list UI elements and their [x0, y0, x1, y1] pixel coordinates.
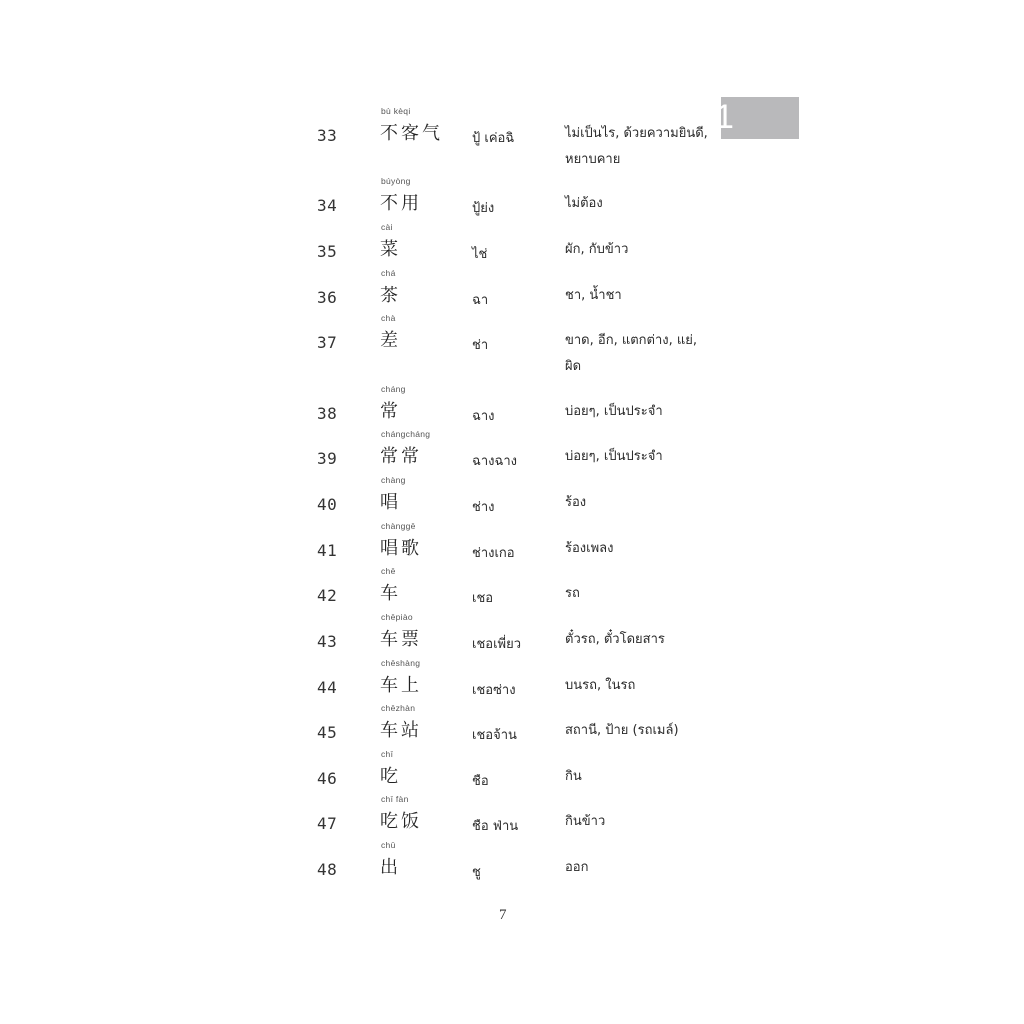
entry-number: 41 [317, 541, 338, 560]
entry-meaning: ผัก, กับข้าว [565, 242, 629, 257]
entry-hanzi: 车上 [380, 675, 422, 696]
entry-pinyin: bù kèqi [381, 106, 411, 116]
entry-hanzi: 不用 [380, 193, 422, 214]
entry-meaning: ขาด, อีก, แตกต่าง, แย่, ผิด [565, 333, 698, 374]
entry-thai-reading: ชู [472, 865, 481, 880]
vocab-entry [0, 794, 1024, 850]
vocab-entry [0, 658, 1024, 714]
entry-hanzi: 茶 [380, 285, 401, 306]
entry-number: 42 [317, 586, 338, 605]
chapter-number: 1 [715, 98, 734, 136]
entry-number: 37 [317, 333, 338, 352]
entry-thai-reading: ชือ [472, 774, 489, 789]
entry-hanzi: 唱 [380, 492, 401, 513]
entry-meaning: บนรถ, ในรถ [565, 678, 636, 693]
entry-pinyin: chē [381, 566, 396, 576]
vocab-entry [0, 612, 1024, 668]
entry-meaning: ร้องเพลง [565, 541, 614, 556]
entry-number: 34 [317, 196, 338, 215]
entry-number: 43 [317, 632, 338, 651]
entry-number: 33 [317, 126, 338, 145]
vocab-entry [0, 840, 1024, 896]
entry-thai-reading: ช่างเกอ [472, 546, 515, 561]
entry-thai-reading: ฉา [472, 293, 489, 308]
entry-hanzi: 吃饭 [380, 811, 422, 832]
vocab-entry [0, 268, 1024, 324]
entry-pinyin: chēshàng [381, 658, 421, 668]
entry-hanzi: 车站 [380, 720, 422, 741]
entry-meaning: สถานี, ป้าย (รถเมล์) [565, 723, 679, 738]
entry-number: 44 [317, 678, 338, 697]
entry-number: 38 [317, 404, 338, 423]
entry-pinyin: chū [381, 840, 396, 850]
entry-meaning: กินข้าว [565, 814, 606, 829]
entry-number: 45 [317, 723, 338, 742]
entry-hanzi: 常 [380, 401, 401, 422]
entry-meaning: ออก [565, 860, 589, 875]
page-number: 7 [499, 907, 507, 923]
entry-meaning: รถ [565, 586, 580, 601]
vocab-entry [0, 521, 1024, 577]
entry-thai-reading: ปู้ย่ง [472, 201, 495, 216]
entry-number: 36 [317, 288, 338, 307]
entry-pinyin: búyòng [381, 176, 411, 186]
entry-thai-reading: ชือ ฟ่าน [472, 819, 519, 834]
entry-pinyin: chà [381, 313, 396, 323]
entry-meaning: ตั๋วรถ, ตั๋วโดยสาร [565, 632, 665, 647]
entry-thai-reading: เชอเพี่ยว [472, 637, 522, 652]
entry-pinyin: chī fàn [381, 794, 409, 804]
entry-pinyin: chēzhàn [381, 703, 416, 713]
vocab-entry [0, 475, 1024, 531]
entry-meaning: บ่อยๆ, เป็นประจำ [565, 449, 663, 464]
entry-meaning: ไม่ต้อง [565, 196, 603, 211]
vocab-entry [0, 176, 1024, 232]
entry-thai-reading: เชอ [472, 591, 494, 606]
entry-hanzi: 常常 [380, 446, 422, 467]
vocab-entry [0, 429, 1024, 485]
vocab-entry [0, 566, 1024, 622]
entry-pinyin: chángcháng [381, 429, 431, 439]
entry-pinyin: chá [381, 268, 396, 278]
vocab-entry [0, 222, 1024, 278]
entry-thai-reading: เชอจ้าน [472, 728, 517, 743]
entry-hanzi: 车 [380, 583, 401, 604]
entry-hanzi: 车票 [380, 629, 422, 650]
entry-thai-reading: ช่าง [472, 500, 495, 515]
vocab-entry [0, 703, 1024, 759]
entry-thai-reading: ปู้ เค่อฉิ [472, 131, 515, 146]
vocab-entry [0, 106, 1024, 167]
entry-number: 40 [317, 495, 338, 514]
entry-pinyin: cháng [381, 384, 406, 394]
entry-pinyin: chēpiào [381, 612, 413, 622]
entry-hanzi: 唱歌 [380, 538, 422, 559]
entry-number: 35 [317, 242, 338, 261]
vocab-entry [0, 384, 1024, 440]
entry-thai-reading: ฉางฉาง [472, 454, 518, 469]
entry-number: 46 [317, 769, 338, 788]
entry-hanzi: 菜 [380, 239, 401, 260]
entry-hanzi: 出 [380, 857, 401, 878]
entry-thai-reading: เชอซ่าง [472, 683, 516, 698]
vocab-entry [0, 749, 1024, 805]
entry-hanzi: 不客气 [380, 123, 443, 144]
entry-number: 39 [317, 449, 338, 468]
vocab-entry [0, 313, 1024, 374]
entry-meaning: ไม่เป็นไร, ด้วยความยินดี, หยาบคาย [565, 126, 708, 167]
entry-meaning: บ่อยๆ, เป็นประจำ [565, 404, 663, 419]
entry-thai-reading: ฉาง [472, 409, 495, 424]
entry-number: 47 [317, 814, 338, 833]
entry-pinyin: chī [381, 749, 394, 759]
entry-thai-reading: ช่า [472, 338, 489, 353]
entry-meaning: ชา, น้ำชา [565, 288, 622, 303]
entry-thai-reading: ไช่ [472, 247, 488, 262]
entry-pinyin: cài [381, 222, 393, 232]
entry-meaning: ร้อง [565, 495, 587, 510]
entry-meaning: กิน [565, 769, 582, 784]
entry-number: 48 [317, 860, 338, 879]
entry-hanzi: 吃 [380, 766, 401, 787]
entry-hanzi: 差 [380, 330, 401, 351]
entry-pinyin: chàng [381, 475, 406, 485]
entry-pinyin: chànggē [381, 521, 416, 531]
